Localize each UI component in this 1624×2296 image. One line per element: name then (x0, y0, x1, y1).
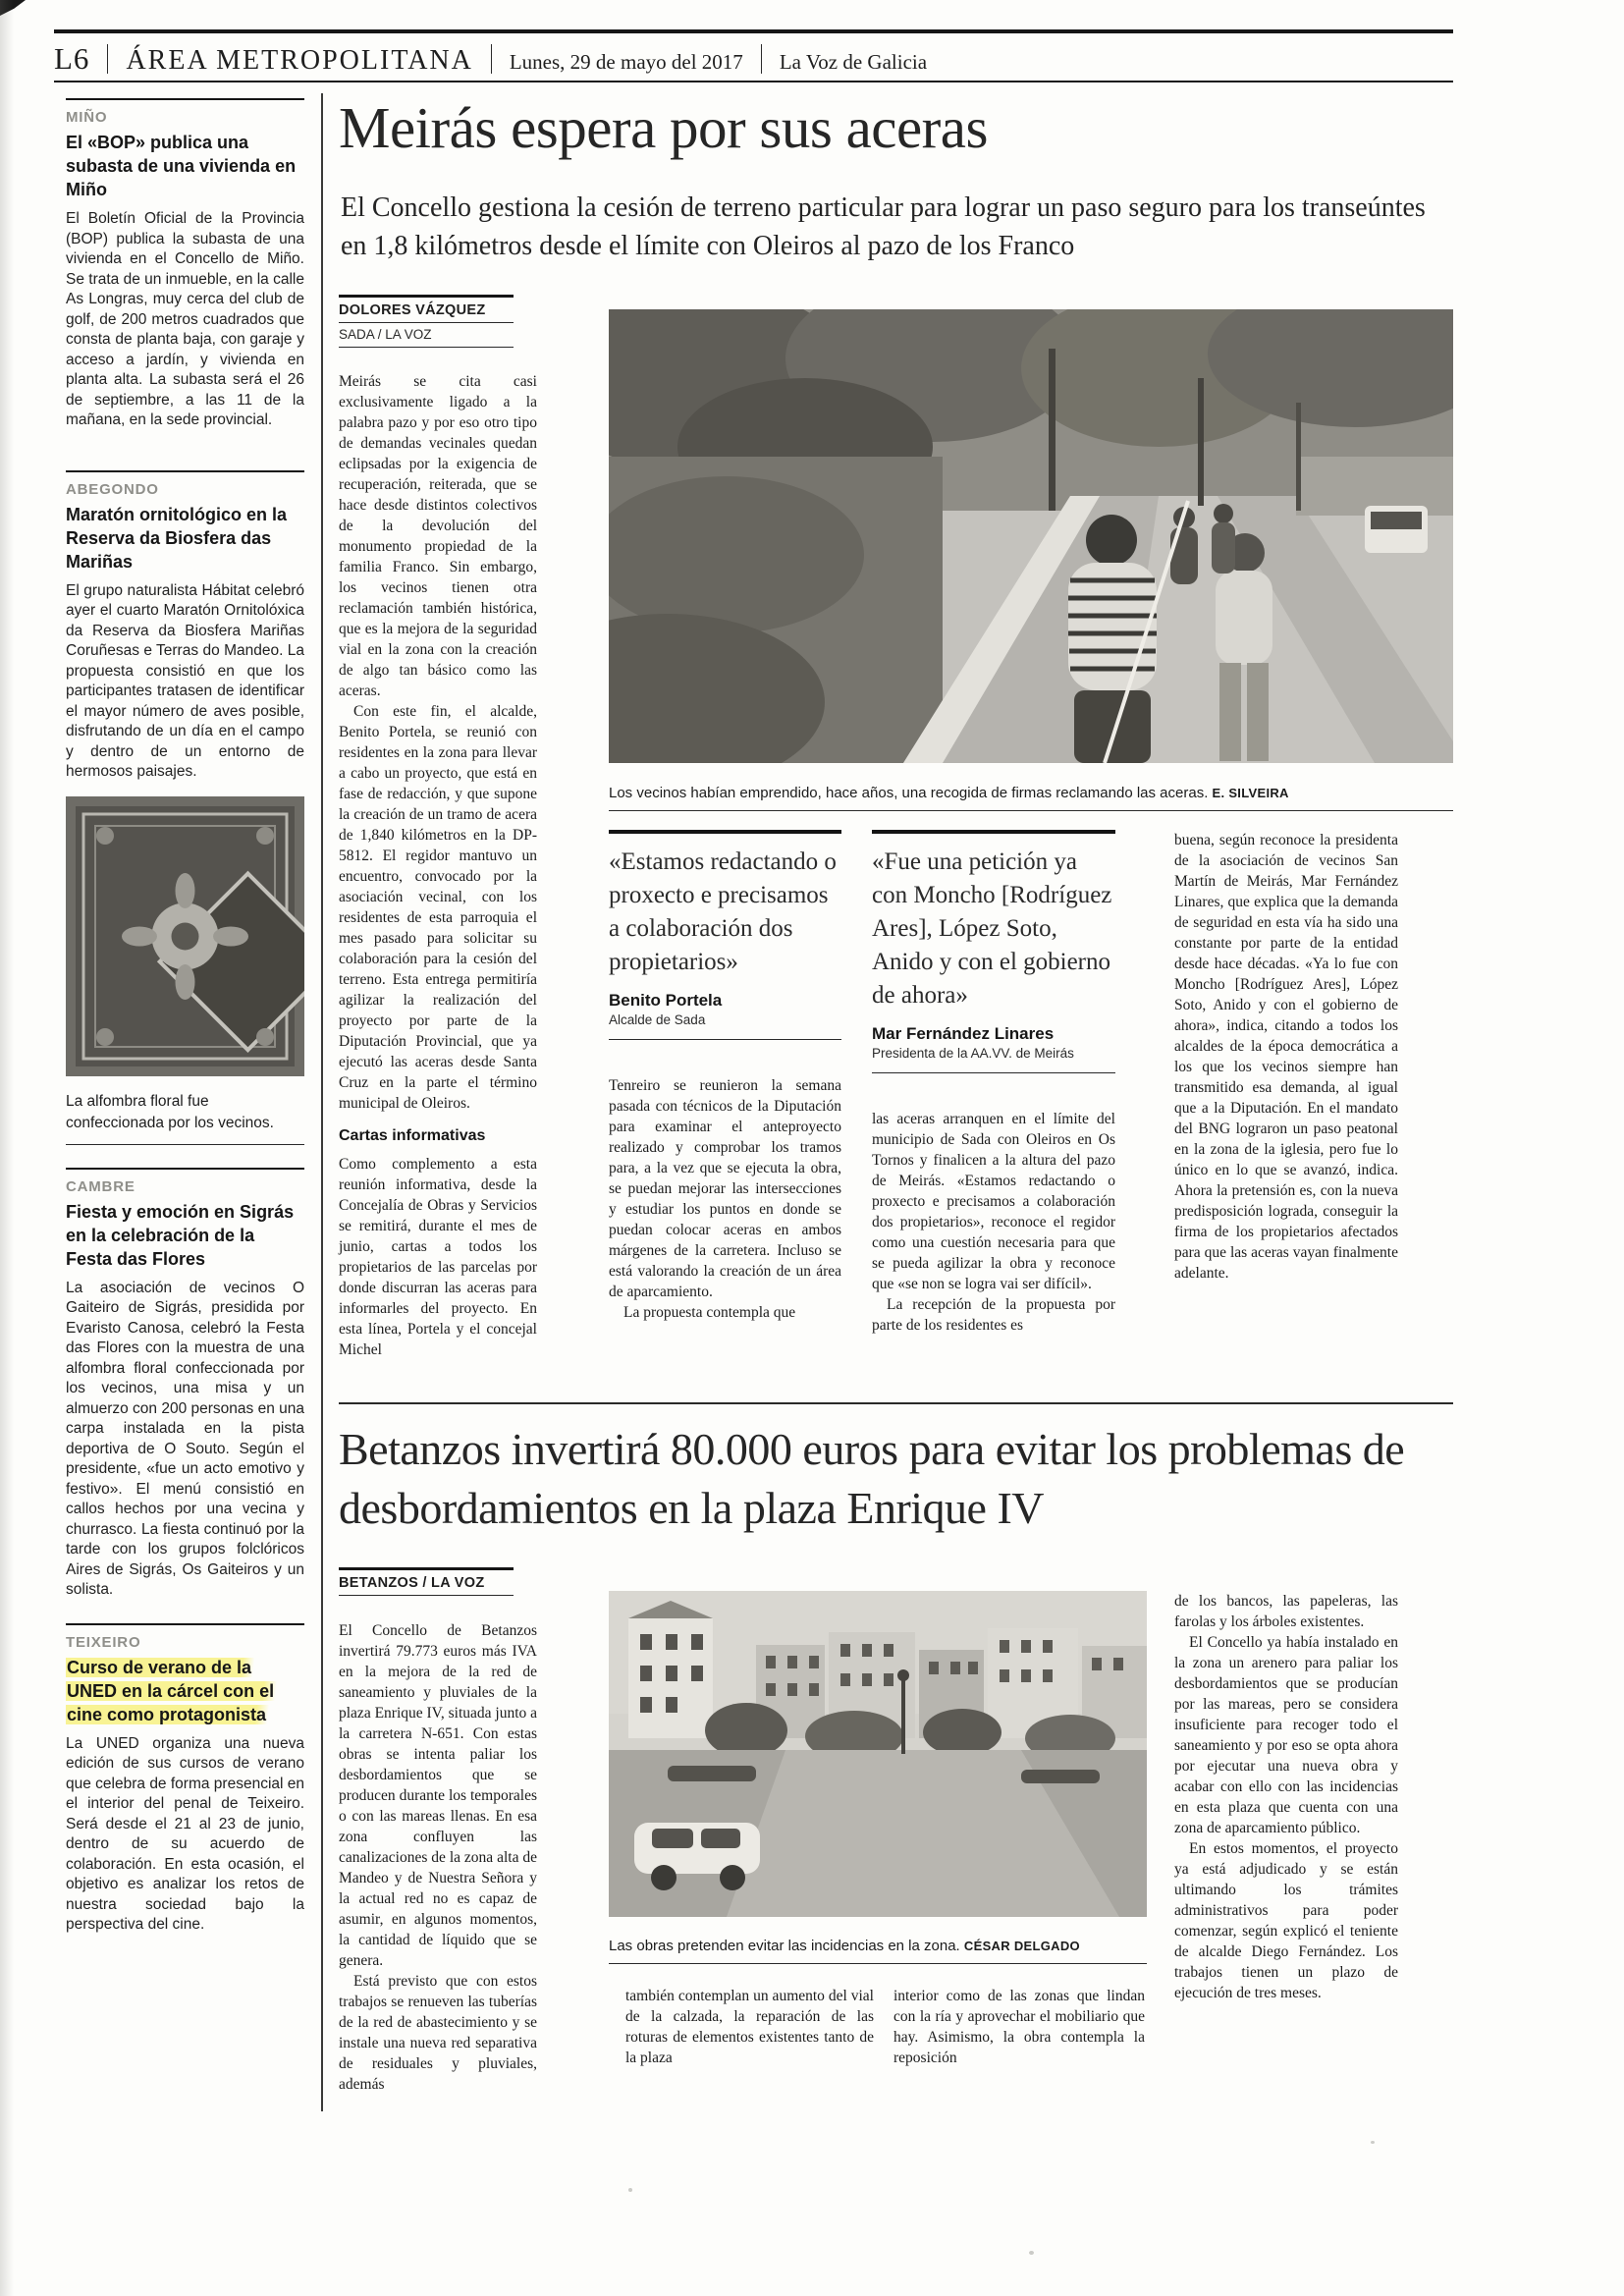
brief-body: La UNED organiza una nueva edición de sus cursos de verano que celebra de forma presencial en el interior del penal de Teixeiro. Será desde el 21 al 23 de junio, dentro de su acuerdo de colaboración. En esta ocasión, el objetivo es analizar los retos de nuestra sociedad bajo la perspectiva del cine. (66, 1734, 304, 1933)
body-paragraph: El Concello ya había instalado en la zona un arenero para paliar los desbordamientos que se producían por las mareas, pero se considera insuficiente para recoger todo el saneamiento y por eso se opta ahora por ejecutar una nueva obra y acabar con ello con las incidencias en esta plaza que cuenta con una zona de aparcamiento público. (1174, 1634, 1398, 1836)
second-column-1 (339, 1620, 537, 2095)
floral-carpet-photo (66, 796, 304, 1081)
lead-photo (609, 309, 1453, 763)
brief-abegondo (66, 470, 304, 783)
lead-column-1 (339, 371, 537, 1360)
brief-kicker: MIÑO (66, 109, 108, 126)
scan-speck (1371, 2141, 1375, 2144)
brief-body: El Boletín Oficial de la Provincia (BOP) publica la subasta de una vivienda en el Concello de Miño. Se trata de un inmueble, en la calle As Longras, muy cerca del club de golf, de 200 metros cuadrados que consta de planta baja, con garaje y acceso a jardín, y vivienda en planta alta. La subasta será el 26 de septiembre, a las 11 de la mañana, en la sede provincial. (66, 210, 304, 428)
body-paragraph: El Concello de Betanzos invertirá 79.773 euros más IVA en la mejora de la red de saneamiento y pluviales de la plaza Enrique IV, situada junto a la carretera N-651. Con estas obras se intenta paliar los desbordamientos que se producen durante los temporales o con las mareas llenas. En esa zona confluyen las canalizaciones de la zona alta de Mandeo y de Nuestra Señora y la actual red no es capaz de asumir, en algunos momentos, la cantidad de líquido que se genera. (339, 1622, 538, 1969)
masthead-divider (761, 44, 762, 74)
body-paragraph: La propuesta contempla que (623, 1304, 796, 1321)
second-photo-caption (609, 1938, 1147, 1964)
caption-text: Las obras pretenden evitar las incidencias en la zona. (609, 1938, 960, 1954)
quote-role: Presidenta de la AA.VV. de Meirás (872, 1046, 1115, 1073)
body-paragraph: de los bancos, las papeleras, las farolas y los árboles existentes. (1174, 1593, 1398, 1630)
body-paragraph: las aceras arranquen en el límite del municipio de Sada con Oleiros en Os Tornos y finalicen a la altura del pazo de Meirás. «Estamos redactando o proxecto e precisamos a colaboración dos propietarios», reconoce el regidor como una cuestión necesaria para que se pueda agilizar la obra y reconoce que «se non se logra vai ser difícil». (872, 1111, 1115, 1292)
lead-photo-caption (609, 785, 1453, 811)
quote-text: «Estamos redactando o proxecto e precisamos a colaboración dos propietarios» (609, 848, 837, 975)
lead-column-3 (872, 830, 1115, 1336)
body-paragraph: también contemplan un aumento del vial de la calzada, la reparación de las roturas de elementos existentes tanto de la plaza (625, 1988, 874, 2066)
masthead-divider (491, 44, 492, 74)
lead-column-2 (609, 830, 841, 1323)
column-divider (321, 93, 323, 2111)
brief-body: El grupo naturalista Hábitat celebró ayer el cuarto Maratón Ornitolóxica da Reserva da Biosfera Mariñas Coruñesas e Terras do Mandeo. La propuesta consistió en que los participantes tratasen de identificar el mayor número de aves posible, disfrutando de un día en el campo y dentro de un entorno de hermosos paisajes. (66, 581, 304, 780)
body-paragraph: Está previsto que con estos trabajos se renueven las tuberías de la red de abastecimiento y se instale una nueva red separativa de residuales y pluviales, además (339, 1973, 537, 2093)
body-paragraph: Con este fin, el alcalde, Benito Portela, se reunió con residentes en la zona para llevar a cabo un proyecto, que está en fase de redacción, y que supone la creación de un tramo de acera de 1,840 kilómetros en la DP-5812. El regidor mantuvo un encuentro, convocado por la asociación vecinal, con los residentes de esta parroquia el mes pasado para solicitar su colaboración para la cesión del terreno. Esta entrega permitiría agilizar la realización del proyecto por parte de la Diputación Provincial, que ya ejecutó las aceras desde Santa Cruz en la parte el término municipal de Oleiros. (339, 703, 537, 1112)
scan-speck (1029, 2251, 1034, 2255)
quote-author: Mar Fernández Linares (872, 1024, 1055, 1043)
quote-text: «Fue una petición ya con Moncho [Rodríguez Ares], López Soto, Anido y con el gobierno de ahora» (872, 848, 1112, 1009)
caption-text: Los vecinos habían emprendido, hace años, una recogida de firmas reclamando las aceras. (609, 785, 1209, 801)
article-separator-rule (339, 1402, 1453, 1404)
body-paragraph: La recepción de la propuesta por parte de los residentes es (872, 1296, 1115, 1334)
highlight-marker: Curso de verano de la UNED en la cárcel con el cine como protagonista (66, 1658, 277, 1724)
body-paragraph: Meirás se cita casi exclusivamente ligado a la palabra pazo y por eso otro tipo de demandas vecinales quedan eclipsadas por la exigencia de recuperación, reiterada, que se hace desde distintos colectivos de la devolución del monumento propiedad de la familia Franco. Sin embargo, los vecinos tienen otra reclamación también histórica, que es la mejora de la seguridad vial en la zona con la creación de algo tan básico como las aceras. (339, 373, 537, 699)
crosshead: Cartas informativas (339, 1127, 486, 1144)
brief-title: Maratón ornitológico en la Reserva da Biosfera das Mariñas (66, 504, 288, 572)
photo-credit: CÉSAR DELGADO (963, 1939, 1080, 1953)
second-byline-block (339, 1567, 514, 1596)
masthead-bottom-rule (54, 81, 1453, 82)
scan-edge-shade (0, 0, 14, 2296)
brief-title: Fiesta y emoción en Sigrás en la celebración de la Festa das Flores (66, 1201, 295, 1269)
sidebar-photo-caption: La alfombra floral fue confeccionada por los vecinos. (66, 1091, 304, 1145)
photo-credit: E. SILVEIRA (1212, 786, 1289, 800)
second-column-4 (1174, 1591, 1398, 2003)
plaza-scene-illustration (609, 1591, 1147, 1917)
sidebar-briefs-column (66, 98, 304, 1936)
newspaper-name: La Voz de Galicia (779, 50, 928, 74)
brief-kicker: TEIXEIRO (66, 1633, 141, 1651)
body-paragraph: Tenreiro se reunieron la semana pasada con técnicos de la Diputación para examinar el anteproyecto realizado y comprobar los tramos para, a la vez que se ejecuta la obra, se puedan mejorar las intersecciones y estudiar los puntos en donde se puedan colocar aceras en ambos márgenes de la carretera. Incluso se está valorando la creación de un área de aparcamiento. (609, 1077, 841, 1300)
body-paragraph: En estos momentos, el proyecto ya está adjudicado y se están ultimando los trámites administrativos para poder comenzar, según explicó el teniente de alcalde Diego Fernández. Los trabajos tienen un plazo de ejecución de tres meses. (1174, 1840, 1398, 2001)
quote-author: Benito Portela (609, 991, 723, 1010)
lead-byline-block (339, 295, 514, 348)
second-column-3 (893, 1986, 1145, 2068)
second-column-2 (625, 1986, 874, 2068)
street-scene-illustration (609, 309, 1453, 763)
column-3-text (872, 1109, 1115, 1336)
masthead-divider (107, 44, 108, 74)
masthead (54, 29, 1453, 77)
brief-body: La asociación de vecinos O Gaiteiro de Sigrás, presidida por Evaristo Canosa, celebró la Festa das Flores con la muestra de una alfombra floral confeccionada por los vecinos, una misa y un almuerzo con 200 personas en una carpa instalada en la pista deportiva de O Souto. Según el presidente, «fue un acto emotivo y festivo». El menú consistió en callos hechos por una vecina y churrasco. La fiesta continuó por la tarde con los grupos folclóricos Aires de Sigrás, Os Gaiteiros y un solista. (66, 1279, 304, 1598)
body-paragraph: buena, según reconoce la presidenta de la asociación de vecinos San Martín de Meirás, Mar Fernández Linares, que explica que la demanda de seguridad en esta vía ha sido una constante por parte de la entidad desde hace décadas. «Ya lo fue con Moncho [Rodríguez Ares], López Soto, Anido y con el gobierno de ahora», indica, citando a todos los alcaldes de la época democrática a los que los vecinos siempre han transmitido esa demanda, al igual que a la Diputación. En el mandato del BNG lograron un paso peatonal en la zona de la iglesia, pero fue lo único en lo que se avanzó, indica. Ahora la pretensión es, con la nueva predisposición lograda, conseguir la firma de los propietarios afectados para que las aceras vayan finalmente adelante. (1174, 832, 1398, 1282)
edition-date: Lunes, 29 de mayo del 2017 (509, 50, 743, 74)
brief-teixeiro (66, 1623, 304, 1936)
scan-speck (628, 2188, 632, 2192)
quote-role: Alcalde de Sada (609, 1012, 841, 1040)
brief-title: El «BOP» publica una subasta de una vivienda en Miño (66, 133, 297, 199)
page-number: L6 (54, 41, 90, 76)
dateline: BETANZOS / LA VOZ (339, 1570, 514, 1596)
brief-mino (66, 98, 304, 431)
pull-quote-portela (609, 830, 841, 1040)
brief-kicker: ABEGONDO (66, 480, 159, 498)
floral-carpet-illustration (66, 796, 304, 1076)
body-paragraph: interior como de las zonas que lindan con la ría y aprovechar el mobiliario que hay. Asimismo, la obra contempla la reposición (893, 1988, 1145, 2066)
column-2-text (609, 1075, 841, 1323)
second-photo (609, 1591, 1147, 1917)
lead-headline: Meirás espera por sus aceras (339, 95, 988, 160)
dateline: SADA / LA VOZ (339, 323, 514, 348)
brief-cambre (66, 1168, 304, 1601)
lead-subhead: El Concello gestiona la cesión de terreno particular para lograr un paso seguro para los transeúntes en 1,8 kilómetros desde el límite con Oleiros al pazo de los Franco (341, 192, 1426, 261)
second-headline: Betanzos invertirá 80.000 euros para evitar los problemas de desbordamientos en la plaza Enrique IV (339, 1424, 1405, 1533)
brief-title-highlighted (66, 1656, 304, 1726)
body-paragraph: Como complemento a esta reunión informativa, desde la Concejalía de Obras y Servicios se remitirá, durante el mes de junio, cartas a todos los propietarios de las parcelas por donde discurran las aceras para informarles del proyecto. En esta línea, Portela y el concejal Michel (339, 1156, 537, 1358)
brief-kicker: CAMBRE (66, 1177, 135, 1195)
pull-quote-fernandez (872, 830, 1115, 1073)
lead-column-4 (1174, 830, 1398, 1284)
reporter-name: DOLORES VÁZQUEZ (339, 298, 514, 323)
section-title: ÁREA METROPOLITANA (126, 45, 473, 76)
